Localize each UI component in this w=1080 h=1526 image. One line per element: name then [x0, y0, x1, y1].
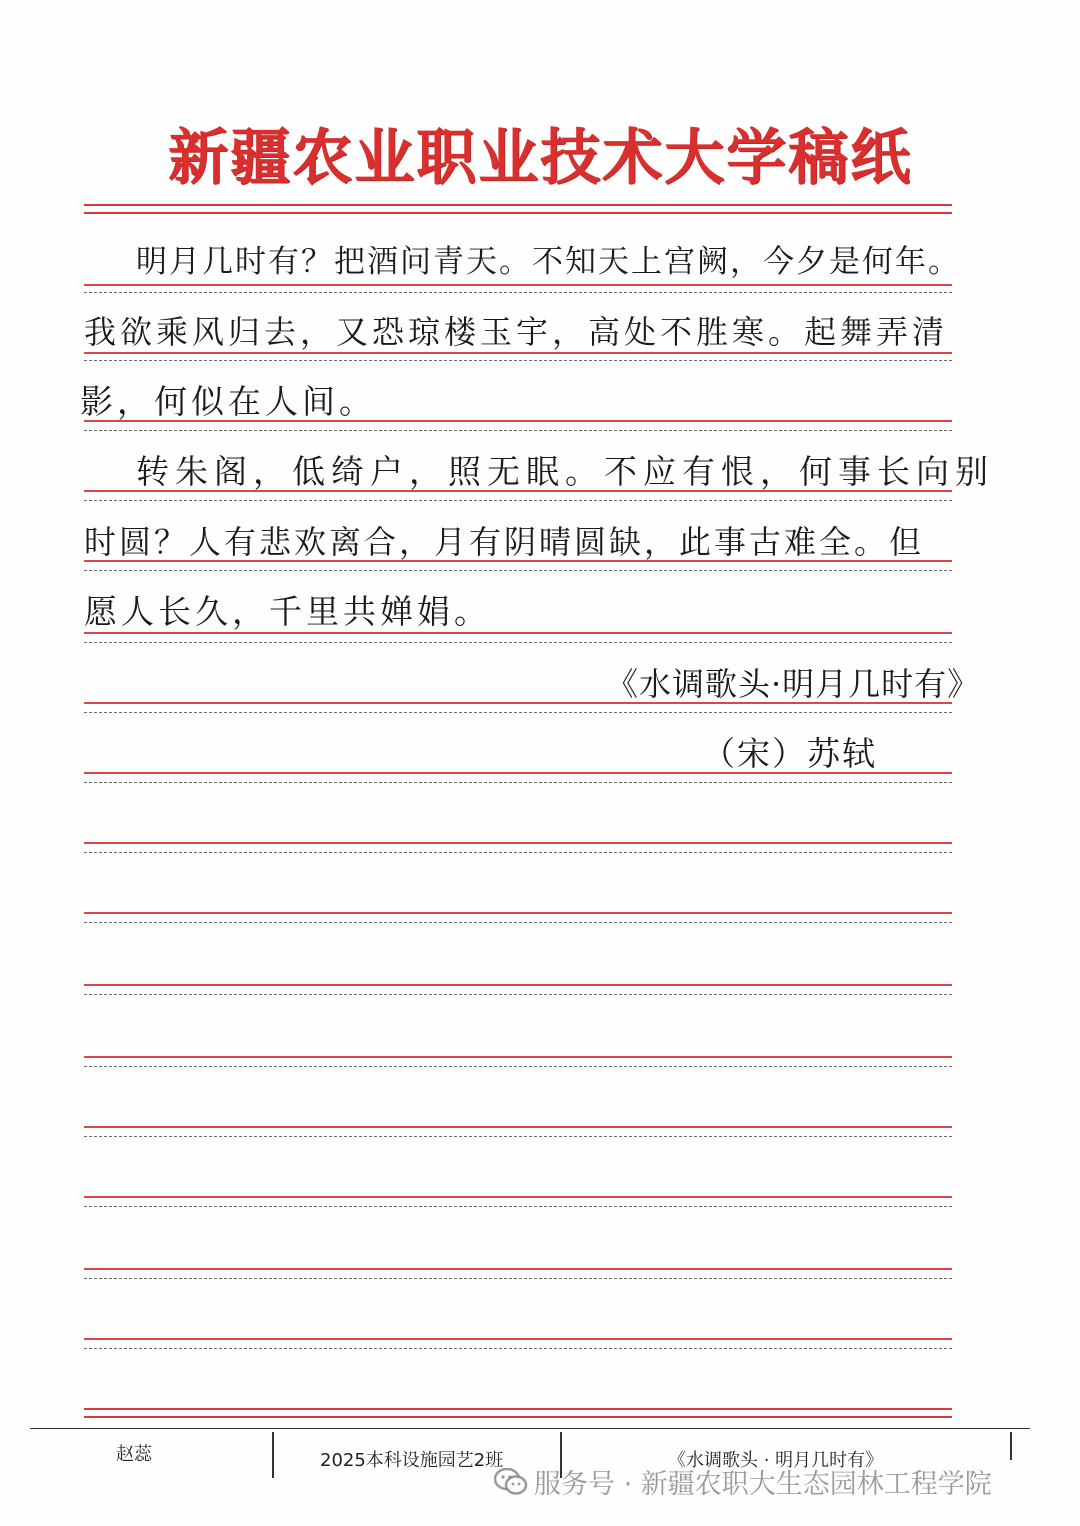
watermark-text: 服务号 · 新疆农职大生态园林工程学院: [534, 1469, 992, 1500]
poem-line-6: 愿人长久，千里共婵娟。: [84, 592, 491, 631]
header-double-rule: [84, 204, 952, 206]
poem-line-2: 我欲乘风归去，又恐琼楼玉宇，高处不胜寒。起舞弄清: [84, 313, 949, 351]
row-guide: [84, 1136, 952, 1137]
poem-line-1: 明月几时有？把酒问青天。不知天上宫阙，今夕是何年。: [136, 244, 961, 280]
footer-divider: [30, 1428, 1030, 1429]
row-rule: [84, 1126, 952, 1128]
row-guide: [84, 1278, 952, 1279]
row-rule: [84, 632, 952, 634]
footer-double-rule: [84, 1408, 952, 1410]
row-guide: [84, 292, 952, 293]
row-rule: [84, 1268, 952, 1270]
poem-line-4: 转朱阁，低绮户，照无眠。不应有恨，何事长向别: [136, 452, 994, 491]
poem-line-5: 时圆？人有悲欢离合，月有阴晴圆缺，此事古难全。但: [84, 523, 925, 561]
poem-title-line: 《水调歌头·明月几时有》: [606, 665, 981, 703]
row-guide: [84, 1206, 952, 1207]
wechat-icon: [494, 1468, 528, 1496]
row-guide: [84, 360, 952, 361]
student-class: 2025本科设施园艺2班: [320, 1450, 504, 1471]
row-rule: [84, 984, 952, 986]
poem-line-3: 影，何似在人间。: [80, 382, 376, 421]
row-guide: [84, 430, 952, 431]
row-rule: [84, 1196, 952, 1198]
row-rule: [84, 1338, 952, 1340]
row-guide: [84, 852, 952, 853]
row-guide: [84, 570, 952, 571]
poem-author-line: （宋）苏轼: [702, 734, 877, 773]
row-rule: [84, 1056, 952, 1058]
row-guide: [84, 1066, 952, 1067]
row-guide: [84, 712, 952, 713]
row-guide: [84, 1348, 952, 1349]
account-watermark: [494, 1462, 992, 1501]
student-name: 赵蕊: [116, 1444, 152, 1465]
row-rule: [84, 842, 952, 844]
footer-cell-divider: [1010, 1432, 1012, 1460]
paper-title: 新疆农业职业技术大学稿纸: [168, 123, 912, 193]
row-guide: [84, 782, 952, 783]
footer-cell-divider: [272, 1432, 274, 1478]
row-guide: [84, 922, 952, 923]
row-rule: [84, 284, 952, 286]
row-guide: [84, 994, 952, 995]
row-rule: [84, 352, 952, 354]
row-guide: [84, 500, 952, 501]
work-title: 《水调歌头 · 明月几时有》: [668, 1450, 884, 1471]
row-guide: [84, 642, 952, 643]
row-rule: [84, 912, 952, 914]
